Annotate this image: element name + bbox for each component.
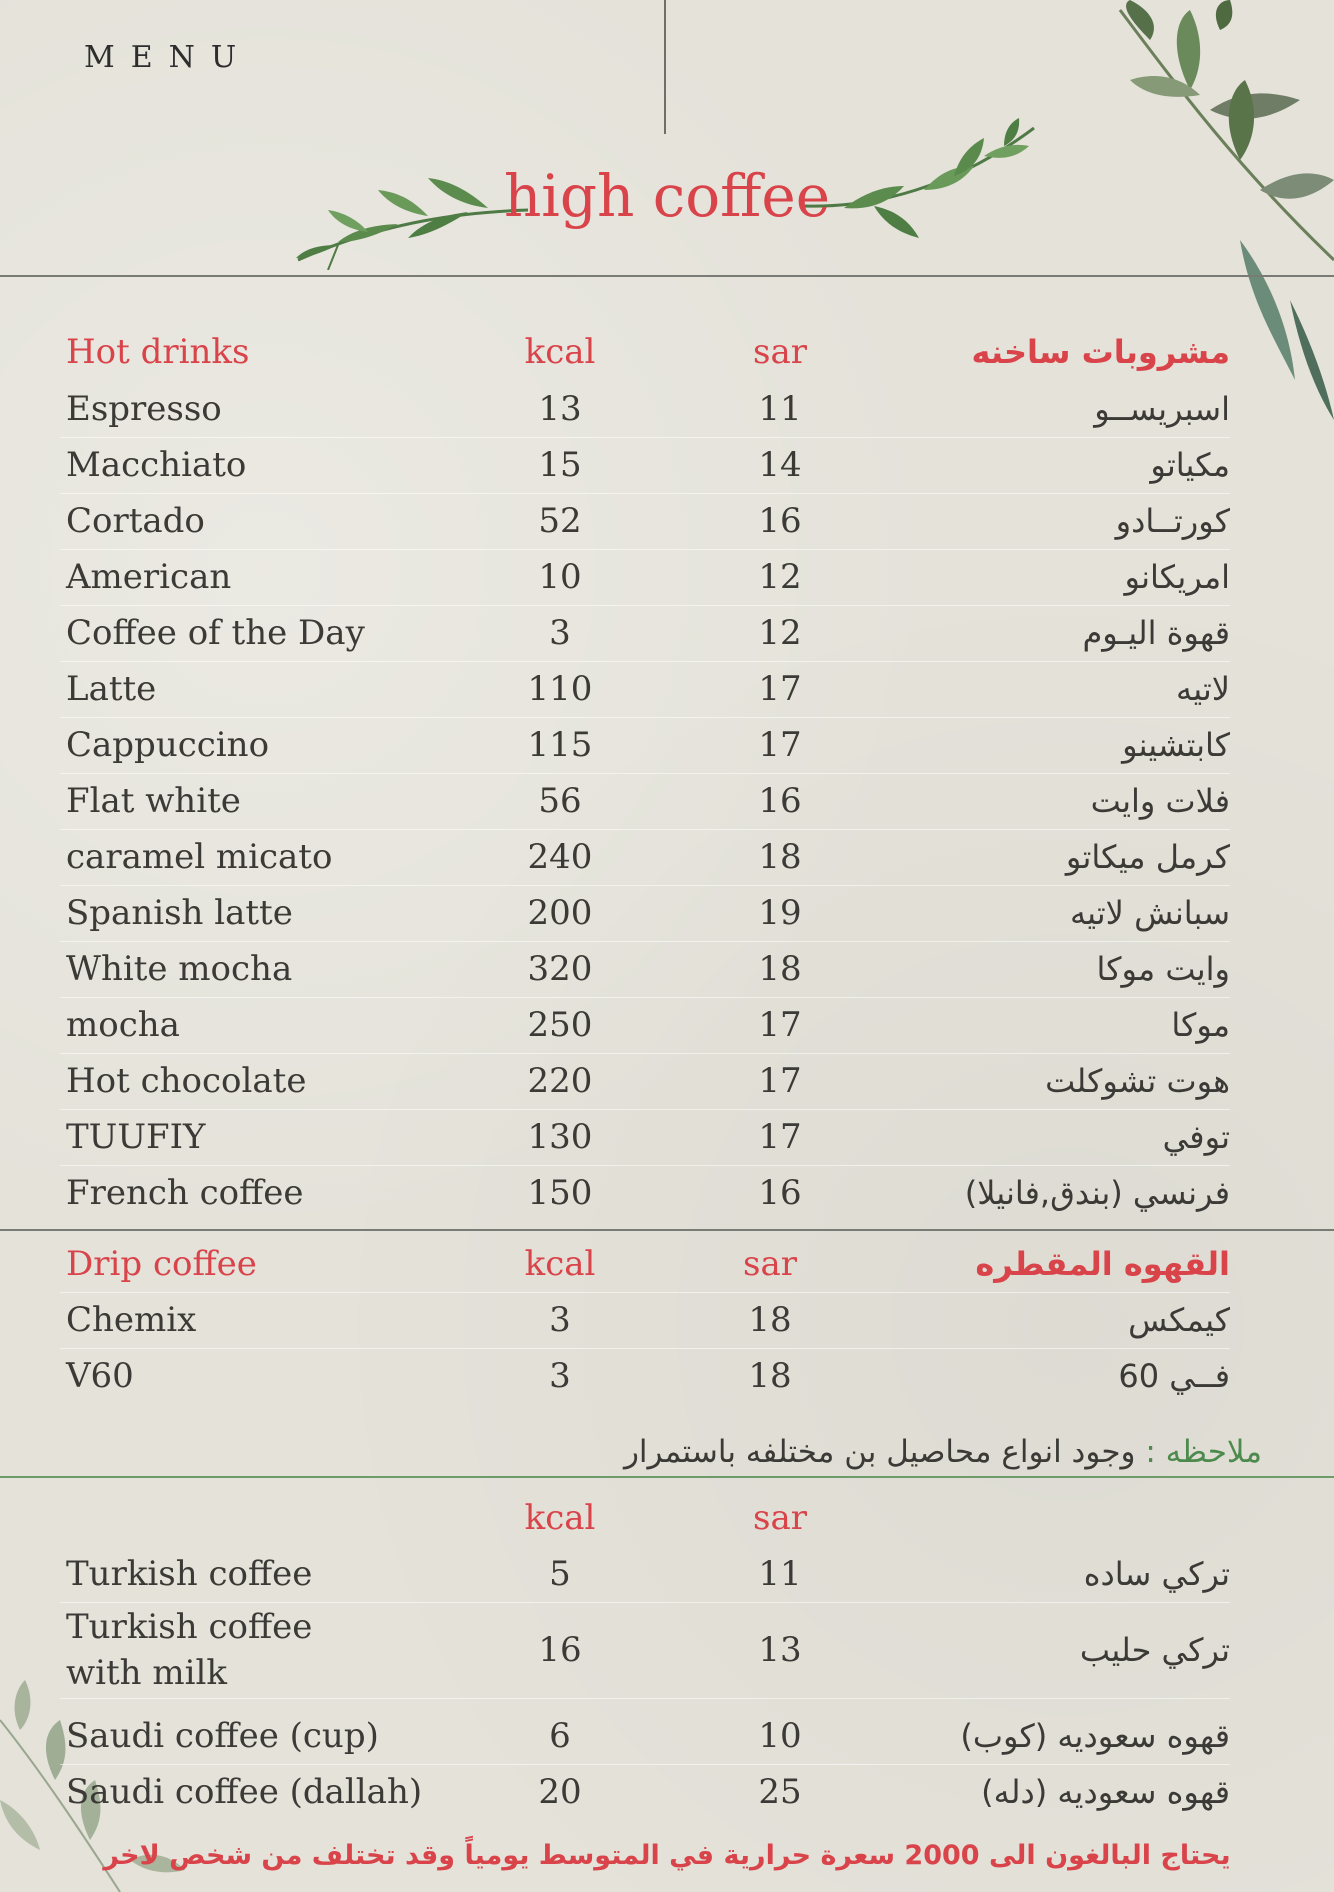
section-divider: [0, 1229, 1334, 1231]
item-name-en: mocha: [66, 1005, 180, 1045]
item-kcal: 6: [549, 1716, 571, 1756]
menu-item-row: [60, 1764, 1230, 1820]
menu-item-row: [60, 381, 1230, 438]
item-price: 17: [758, 1117, 802, 1157]
item-kcal: 10: [538, 557, 582, 597]
hot-drinks-header-row: [60, 324, 1230, 380]
item-name-ar: مكياتو: [1150, 446, 1230, 484]
item-name-en: Macchiato: [66, 445, 247, 485]
item-kcal: 3: [549, 1356, 571, 1396]
item-name-ar: كيمكس: [1128, 1301, 1230, 1339]
menu-item-row: [60, 941, 1230, 998]
item-name-ar: اسبريســو: [1094, 390, 1230, 428]
menu-item-row: [60, 1708, 1230, 1765]
item-name-ar: تركي ساده: [1083, 1555, 1230, 1593]
menu-item-row: [60, 997, 1230, 1054]
menu-item-row: [60, 717, 1230, 774]
item-name-en: V60: [66, 1356, 134, 1396]
item-name-ar: قهوه سعوديه (دله): [981, 1773, 1230, 1811]
item-name-en: Saudi coffee (dallah): [66, 1772, 423, 1812]
item-price: 16: [758, 781, 802, 821]
menu-item-row: [60, 1165, 1230, 1221]
item-name-ar: فلات وايت: [1090, 782, 1230, 820]
item-name-en: Saudi coffee (cup): [66, 1716, 379, 1756]
item-price: 18: [748, 1356, 792, 1396]
item-price: 19: [758, 893, 802, 933]
traditional-header-row: [60, 1490, 1230, 1546]
item-name-ar: امريكانو: [1124, 558, 1230, 596]
item-name-ar: موكا: [1171, 1006, 1230, 1044]
item-name-en: Turkish coffee: [66, 1554, 313, 1594]
calorie-disclaimer: يحتاج البالغون الى 2000 سعرة حرارية في المتوسط يومياً وقد تختلف من شخص لاخر: [103, 1840, 1231, 1871]
item-name-ar: كرمل ميكاتو: [1065, 838, 1230, 876]
item-price: 17: [758, 725, 802, 765]
menu-item-row: [60, 1348, 1230, 1404]
item-name-ar: قهوة اليـوم: [1082, 614, 1230, 652]
item-price: 10: [758, 1716, 802, 1756]
item-name-ar: قهوه سعوديه (كوب): [960, 1717, 1230, 1755]
item-kcal: 15: [538, 445, 582, 485]
menu-item-row: [60, 1053, 1230, 1110]
menu-item-row: [60, 829, 1230, 886]
menu-item-row: [60, 493, 1230, 550]
item-price: 18: [758, 949, 802, 989]
item-kcal: 110: [527, 669, 593, 709]
vertical-divider: [664, 0, 666, 134]
menu-item-row: [60, 885, 1230, 942]
section-divider: [0, 1476, 1334, 1478]
menu-item-row: [60, 661, 1230, 718]
item-name-ar: لاتيه: [1176, 670, 1230, 708]
kcal-column-header: kcal: [524, 1244, 596, 1284]
item-kcal: 320: [527, 949, 593, 989]
menu-item-row: [60, 1546, 1230, 1603]
item-name-ar: كابتشينو: [1122, 726, 1230, 764]
item-name-en: Latte: [66, 669, 157, 709]
sar-column-header: sar: [753, 332, 807, 372]
item-name-ar: فــي 60: [1118, 1357, 1230, 1395]
item-name-en: Hot chocolate: [66, 1061, 307, 1101]
item-price: 18: [748, 1300, 792, 1340]
kcal-column-header: kcal: [524, 1498, 596, 1538]
item-kcal: 115: [527, 725, 593, 765]
item-kcal: 3: [549, 1300, 571, 1340]
item-kcal: 13: [538, 389, 582, 429]
item-price: 13: [758, 1630, 802, 1670]
item-name-ar: هوت تشوكلت: [1045, 1062, 1230, 1100]
drip-coffee-heading-arabic: القهوه المقطره: [975, 1245, 1230, 1283]
item-price: 12: [758, 613, 802, 653]
item-kcal: 5: [549, 1554, 571, 1594]
hot-drinks-heading: Hot drinks: [66, 332, 250, 372]
item-name-en: American: [66, 557, 232, 597]
menu-item-row: [60, 1602, 1230, 1699]
item-name-ar: فرنسي (بندق,فانيلا): [964, 1174, 1230, 1212]
item-name-ar: سبانش لاتيه: [1069, 894, 1230, 932]
menu-note: [624, 1434, 1262, 1470]
menu-item-row: [60, 549, 1230, 606]
note-text: وجود انواع محاصيل بن مختلفه باستمرار: [623, 1434, 1136, 1470]
item-name-en: French coffee: [66, 1173, 304, 1213]
item-price: 16: [758, 1173, 802, 1213]
item-price: 11: [758, 389, 802, 429]
item-kcal: 20: [538, 1772, 582, 1812]
item-name-ar: توفي: [1162, 1118, 1230, 1156]
item-kcal: 3: [549, 613, 571, 653]
restaurant-title: high coffee: [503, 162, 831, 230]
item-name-en: caramel micato: [66, 837, 333, 877]
item-name-en: Cortado: [66, 501, 205, 541]
item-name-en: TUUFIY: [66, 1117, 206, 1157]
menu-item-row: [60, 1109, 1230, 1166]
item-kcal: 52: [538, 501, 582, 541]
item-price: 17: [758, 1061, 802, 1101]
item-name-en: Turkish coffee with milk: [66, 1607, 313, 1693]
note-label: ملاحظه :: [1145, 1434, 1262, 1470]
menu-item-row: [60, 1292, 1230, 1349]
item-kcal: 150: [527, 1173, 593, 1213]
item-price: 14: [758, 445, 802, 485]
item-price: 18: [758, 837, 802, 877]
item-kcal: 16: [538, 1630, 582, 1670]
item-price: 12: [758, 557, 802, 597]
item-kcal: 130: [527, 1117, 593, 1157]
item-price: 16: [758, 501, 802, 541]
item-name-en: Cappuccino: [66, 725, 270, 765]
item-name-en: Espresso: [66, 389, 222, 429]
item-name-ar: كورتــادو: [1115, 502, 1230, 540]
item-name-ar: تركي حليب: [1079, 1631, 1230, 1669]
header-divider: [0, 275, 1334, 277]
item-name-en: Coffee of the Day: [66, 613, 365, 653]
item-price: 11: [758, 1554, 802, 1594]
sar-column-header: sar: [743, 1244, 797, 1284]
item-kcal: 250: [527, 1005, 593, 1045]
drip-coffee-header-row: [60, 1236, 1230, 1293]
menu-item-row: [60, 773, 1230, 830]
hot-drinks-heading-arabic: مشروبات ساخنه: [971, 333, 1230, 371]
sar-column-header: sar: [753, 1498, 807, 1538]
drip-coffee-heading: Drip coffee: [66, 1244, 257, 1284]
item-price: 17: [758, 669, 802, 709]
item-name-en: White mocha: [66, 949, 293, 989]
item-name-en: Spanish latte: [66, 893, 293, 933]
item-kcal: 240: [527, 837, 593, 877]
item-kcal: 220: [527, 1061, 593, 1101]
item-kcal: 56: [538, 781, 582, 821]
menu-item-row: [60, 437, 1230, 494]
item-price: 17: [758, 1005, 802, 1045]
menu-label: MENU: [84, 40, 253, 75]
item-price: 25: [758, 1772, 802, 1812]
kcal-column-header: kcal: [524, 332, 596, 372]
item-kcal: 200: [527, 893, 593, 933]
item-name-en: Flat white: [66, 781, 241, 821]
item-name-ar: وايت موكا: [1096, 950, 1230, 988]
item-name-en: Chemix: [66, 1300, 197, 1340]
menu-item-row: [60, 605, 1230, 662]
